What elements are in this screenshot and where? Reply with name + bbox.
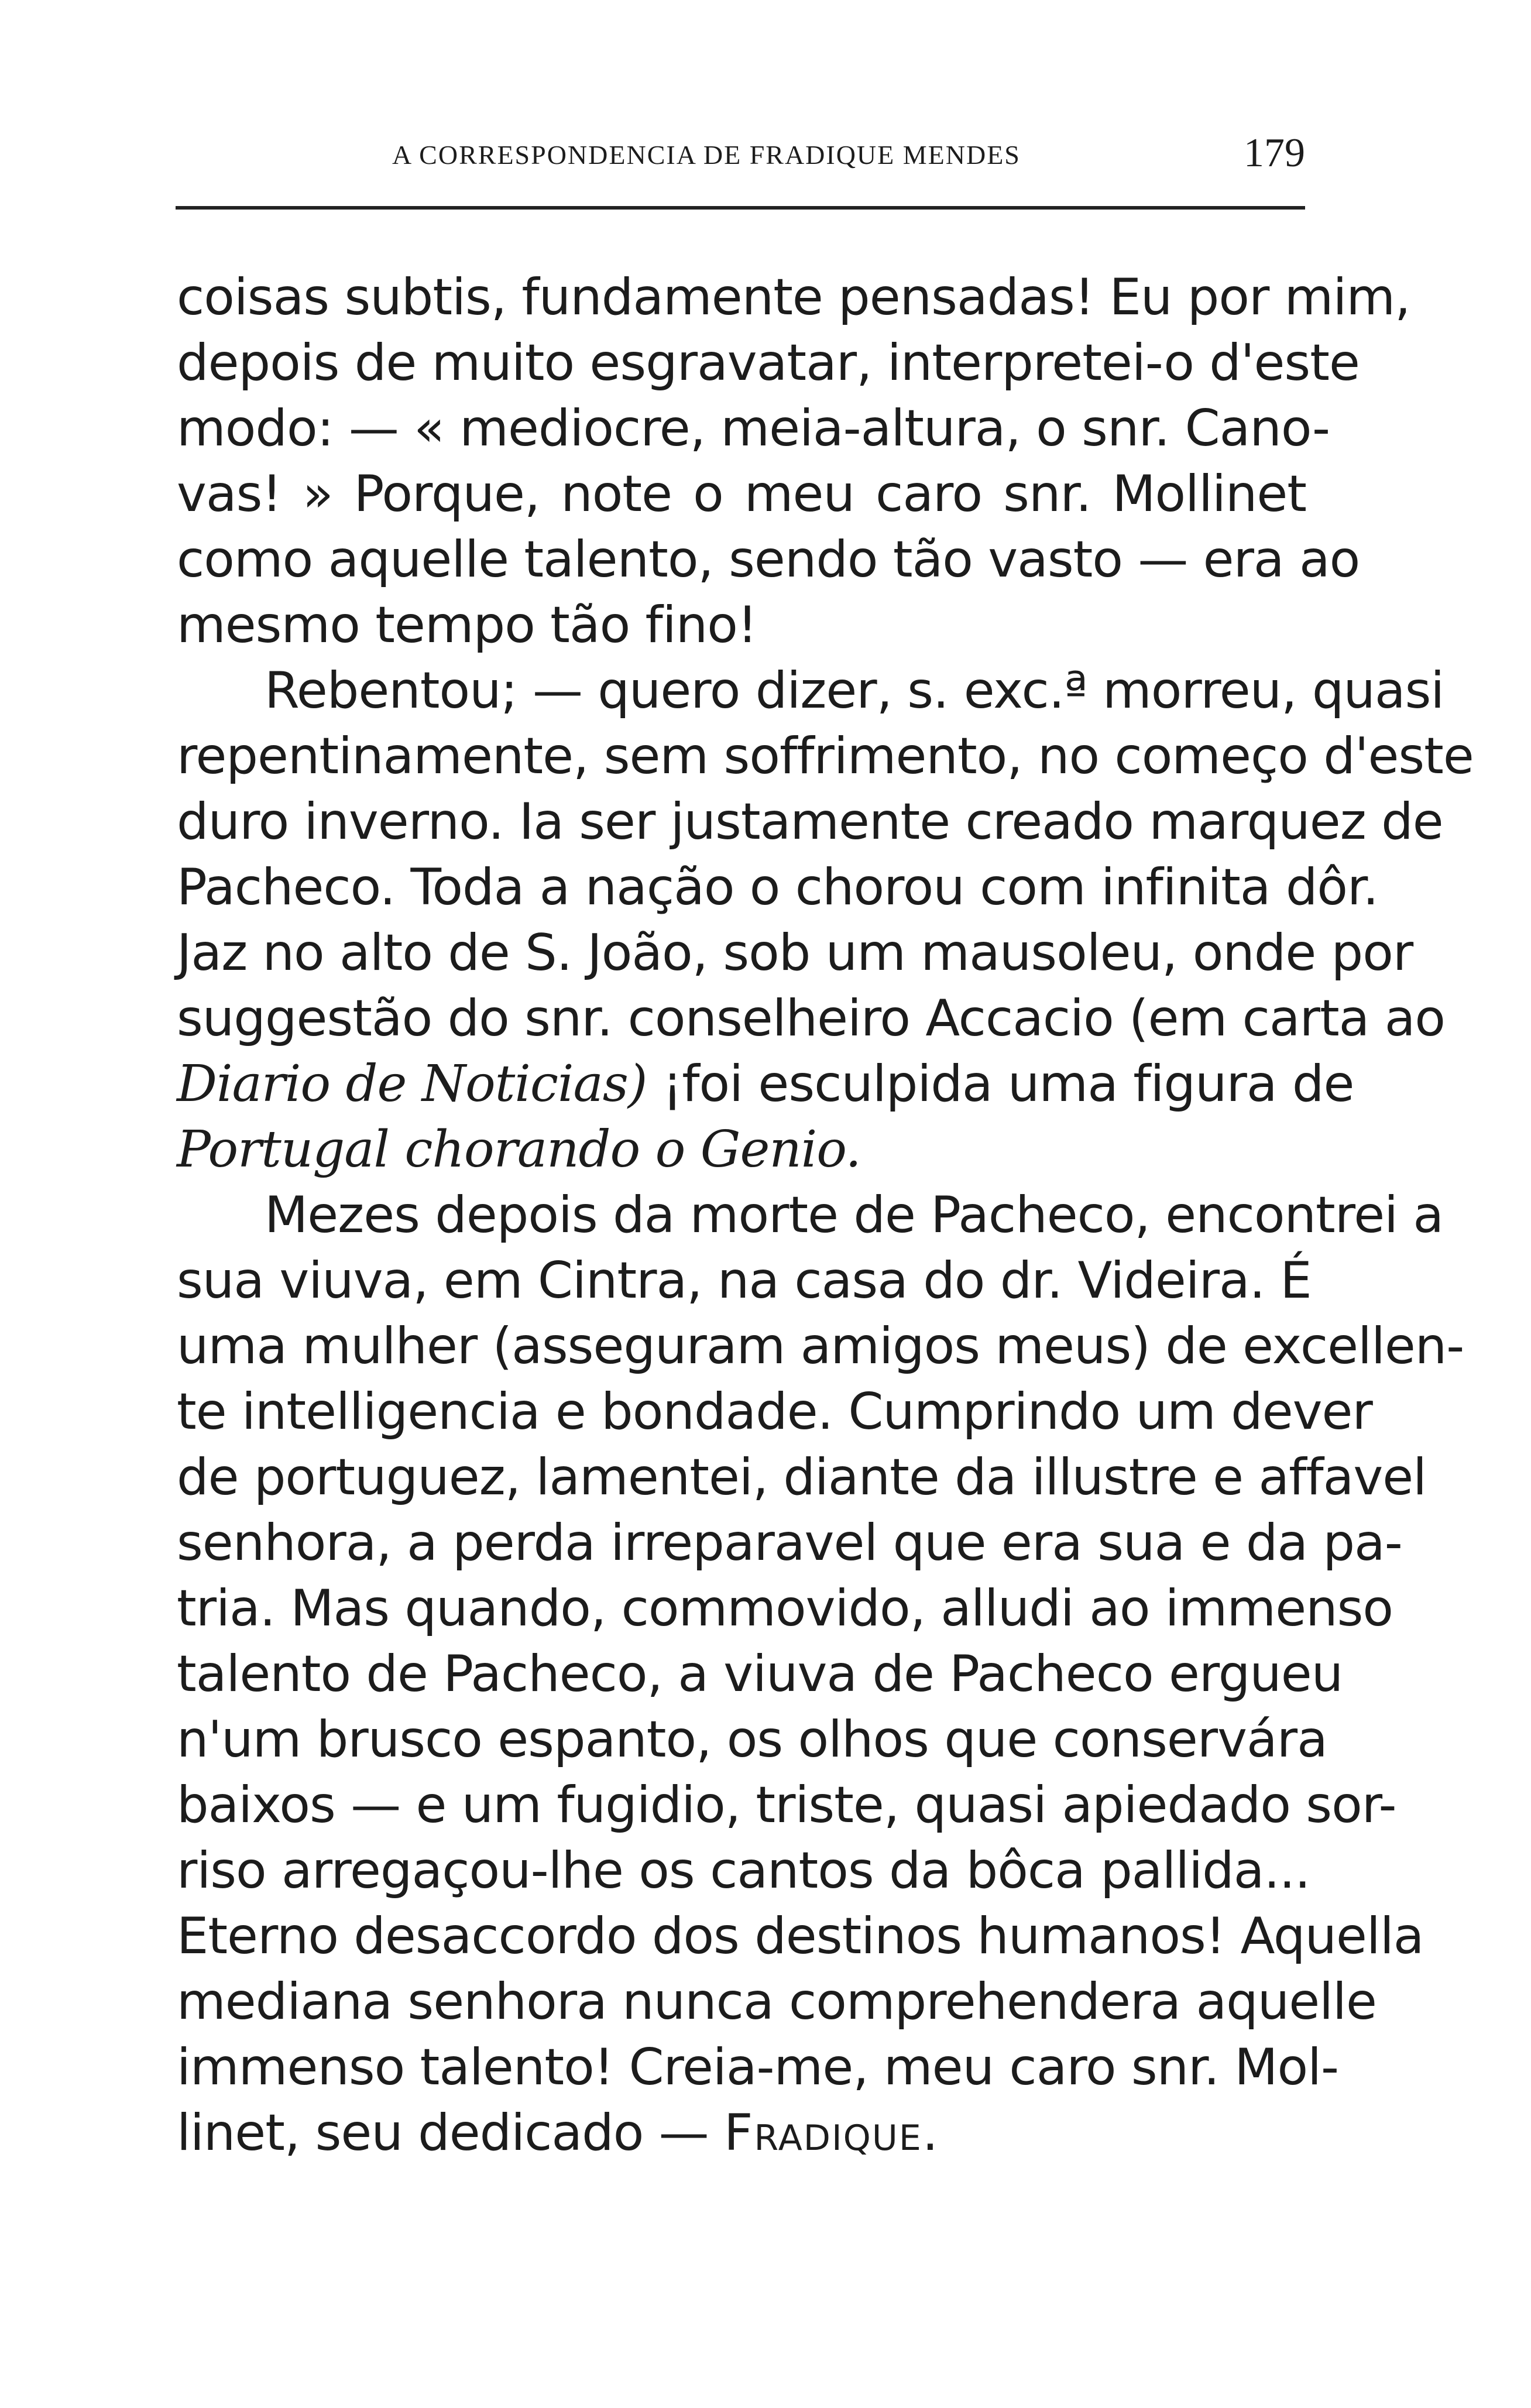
sculpture-title: Portugal chorando o Genio.: [177, 1120, 861, 1179]
text-line: Mezes depois da morte de Pacheco, encontrei a: [265, 1186, 1444, 1244]
text-line: depois de muito esgravatar, interpretei-o d'este: [177, 334, 1360, 392]
page-header: [176, 129, 1305, 181]
text-line: como aquelle talento, sendo tão vasto — era ao: [177, 530, 1360, 589]
text-line: modo: — « mediocre, meia-altura, o snr. Cano-: [177, 399, 1330, 458]
newspaper-title: Diario de Noticias): [177, 1055, 647, 1113]
text-line: mediana senhora nunca comprehendera aquelle: [177, 1973, 1376, 2031]
paragraph-3: [177, 1182, 1464, 2166]
paragraph-2: [177, 658, 1474, 1182]
text-line: Jaz no alto de S. João, sob um mausoleu, onde por: [177, 924, 1413, 982]
running-title: A CORRESPONDENCIA DE FRADIQUE MENDES: [392, 140, 1021, 170]
text-line: vas! » Porque, note o meu caro snr. Mollinet: [177, 465, 1306, 523]
page-number: 179: [1244, 131, 1305, 176]
text-line: coisas subtis, fundamente pensadas! Eu por mim,: [177, 268, 1410, 327]
text-line: tria. Mas quando, commovido, alludi ao immenso: [177, 1579, 1393, 1638]
text-line: Pacheco. Toda a nação o chorou com infinita dôr.: [177, 858, 1378, 917]
text-fragment: ¡foi esculpida uma figura de: [647, 1055, 1354, 1113]
text-line: mesmo tempo tão fino!: [177, 596, 757, 654]
header-rule: [176, 206, 1305, 210]
text-line: senhora, a perda irreparavel que era sua e da pa-: [177, 1514, 1402, 1572]
text-line: sua viuva, em Cintra, na casa do dr. Videira. É: [177, 1251, 1312, 1310]
text-line: uma mulher (asseguram amigos meus) de excellen-: [177, 1317, 1464, 1375]
text-line: talento de Pacheco, a viuva de Pacheco ergueu: [177, 1645, 1343, 1703]
text-line: immenso talento! Creia-me, meu caro snr. Mol-: [177, 2038, 1339, 2097]
text-line: riso arregaçou-lhe os cantos da bôca pallida...: [177, 1841, 1310, 1900]
text-line: [177, 1051, 1354, 1117]
text-line: te intelligencia e bondade. Cumprindo um dever: [177, 1383, 1372, 1441]
signature: Fradique.: [724, 2104, 940, 2162]
text-line: duro inverno. Ia ser justamente creado marquez de: [177, 793, 1443, 851]
text-line: Rebentou; — quero dizer, s. exc.ª morreu, quasi: [265, 661, 1444, 720]
text-line: baixos — e um fugidio, triste, quasi apiedado sor-: [177, 1776, 1396, 1834]
text-line: repentinamente, sem soffrimento, no começo d'este: [177, 727, 1474, 785]
text-line: Eterno desaccordo dos destinos humanos! Aquella: [177, 1907, 1424, 1965]
text-line: suggestão do snr. conselheiro Accacio (em carta ao: [177, 989, 1446, 1048]
body-text: [177, 265, 1474, 2166]
text-fragment: linet, seu dedicado —: [177, 2104, 725, 2162]
text-line: [177, 2100, 1306, 2166]
paragraph-1: [177, 265, 1410, 658]
text-line: n'um brusco espanto, os olhos que conservára: [177, 1710, 1327, 1769]
text-line: de portuguez, lamentei, diante da illustre e affavel: [177, 1448, 1427, 1507]
text-line: [177, 1117, 1306, 1182]
